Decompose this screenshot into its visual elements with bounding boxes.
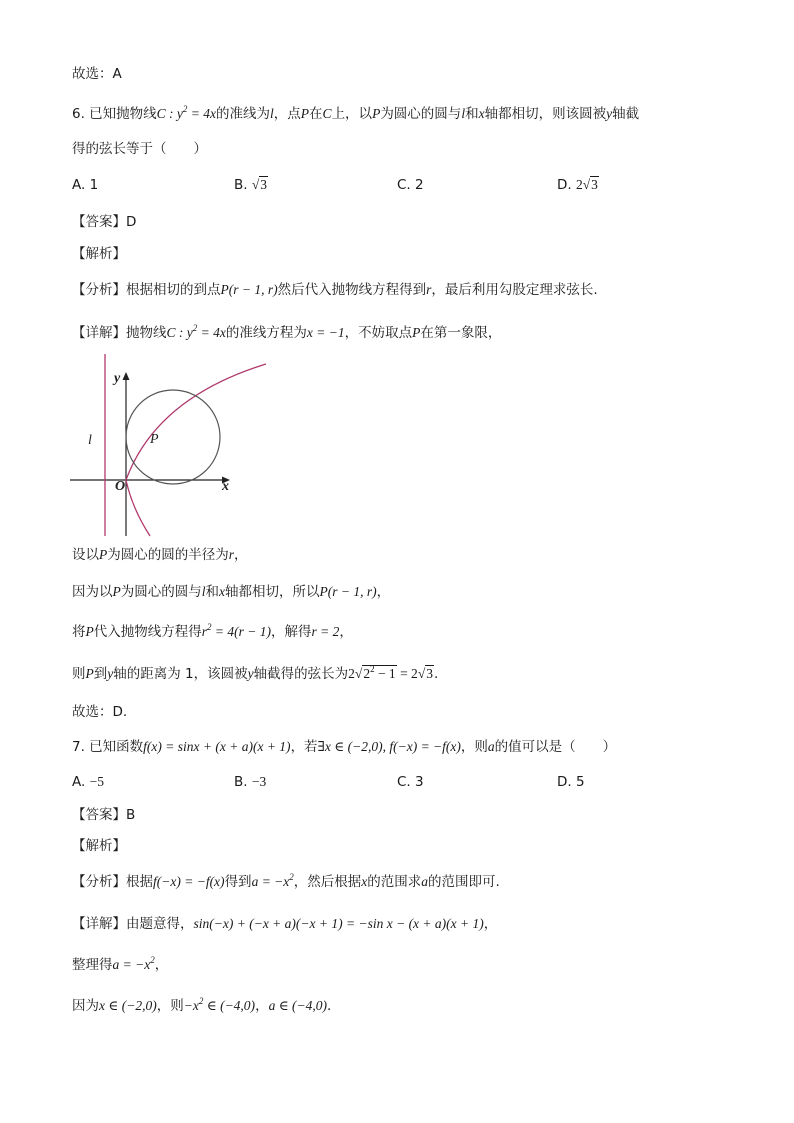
text: 的范围即可. [428, 874, 500, 890]
text: 将 [72, 624, 86, 640]
text: A. 1 [72, 177, 99, 193]
detail-6 [72, 323, 501, 343]
math: a = −x [112, 957, 151, 972]
text: ，然后根据 [293, 874, 362, 890]
math: 2 [289, 872, 294, 882]
math: −3 [251, 774, 267, 789]
text: 轴截得的弦长为 [253, 666, 349, 682]
text: ， [154, 957, 169, 973]
math: ∈ (−4,0) [203, 998, 256, 1013]
analysis-6-heading [72, 244, 126, 264]
text: ，则 [156, 998, 184, 1014]
detail-7 [72, 914, 497, 934]
text: 得的弦长等于（ ） [72, 141, 207, 157]
text: . [433, 666, 439, 682]
text: 得到 [224, 874, 252, 890]
math: C : y [166, 325, 193, 340]
text: 到 [93, 666, 108, 682]
math: 2 [575, 177, 583, 192]
text: D. [557, 177, 572, 193]
text: 和 [205, 584, 220, 600]
text: C. 2 [397, 177, 424, 193]
analysis-7-heading [72, 836, 126, 856]
text: 【分析】根据相切的到点 [72, 282, 221, 298]
math: y [606, 106, 613, 121]
math: P [99, 547, 108, 562]
text: ， [483, 916, 498, 932]
text: 轴都相切，所以 [225, 584, 320, 600]
text: 【分析】根据 [72, 874, 153, 890]
math: −5 [89, 774, 104, 789]
math: 2 [192, 323, 198, 333]
text: 上，以 [331, 106, 373, 122]
text: 在 [309, 106, 323, 122]
analysis-6 [72, 280, 598, 300]
math: x = −1 [306, 325, 345, 340]
math: 3 [260, 177, 268, 192]
text: 和 [465, 106, 479, 122]
text: D. 5 [557, 774, 585, 790]
math: l [270, 106, 274, 121]
text: ， [339, 624, 353, 640]
math: f(x) = sinx + (x + a)(x + 1) [143, 739, 291, 754]
l-label: l [88, 433, 92, 448]
text: 轴都相切，则该圆被 [484, 106, 607, 122]
text: 轴截 [612, 106, 640, 122]
text: ，不妨取点 [344, 325, 413, 341]
text: 故选：D. [72, 704, 128, 720]
question-6-cont [72, 139, 207, 159]
answer-6 [72, 212, 136, 232]
math: x ∈ (−2,0) [99, 998, 157, 1013]
text: 的准线方程为 [225, 325, 307, 341]
math: 2 [182, 104, 188, 114]
text: 则 [72, 666, 86, 682]
step-4: 则P到y轴的距离为 1，该圆被y轴截得的弦长为$2√2^2 - 1 = 2√3$. [72, 664, 439, 682]
text: ， [234, 547, 248, 563]
math: = 4x [187, 106, 217, 121]
P-label: P [150, 432, 159, 447]
text: 的值可以是（ ） [494, 739, 617, 755]
math: 2 [348, 666, 355, 681]
math: r = 2 [311, 624, 340, 639]
text: 为圆心的圆的半径为 [107, 547, 229, 563]
y-label: y [114, 371, 121, 386]
math: y [247, 666, 254, 681]
y-axis-arrow [123, 372, 130, 380]
text: . [327, 998, 332, 1014]
math: P [85, 666, 94, 681]
parabola-circle-figure [66, 350, 276, 540]
math: P [85, 624, 94, 639]
text: 故选：A [72, 66, 122, 82]
text: ， [255, 998, 269, 1014]
option-c [397, 175, 424, 195]
option-a [72, 772, 104, 792]
text: 的范围求 [367, 874, 422, 890]
option-c [397, 772, 424, 792]
text: 7. 已知函数 [72, 739, 144, 755]
math: x [361, 874, 368, 889]
math: 2 [370, 664, 375, 674]
math: = 4x [197, 325, 226, 340]
option-b: B. √3 [234, 177, 268, 193]
math: P [372, 106, 381, 121]
text: ，解得 [270, 624, 312, 640]
math: a = −x [251, 874, 290, 889]
math: P [412, 325, 421, 340]
math: = 4(r − 1) [211, 624, 271, 639]
text: 在第一象限， [420, 325, 502, 341]
step-2 [72, 582, 390, 602]
question-6 [72, 104, 639, 124]
math: f(−x) = −f(x) [153, 874, 225, 889]
math: P [300, 106, 310, 121]
text: 【详解】由题意得， [72, 916, 194, 932]
text: 代入抛物线方程得 [93, 624, 202, 640]
math: y [107, 666, 114, 681]
text: 的准线为 [216, 106, 271, 122]
text: 6. 已知抛物线 [72, 106, 157, 122]
math: a ∈ (−4,0) [268, 998, 328, 1013]
math: 2 [198, 996, 204, 1006]
math: C : y [156, 106, 183, 121]
text: ，点 [273, 106, 301, 122]
question-7 [72, 737, 616, 757]
text: 因为以 [72, 584, 113, 600]
text: 轴的距离为 1，该圆被 [113, 666, 248, 682]
math: 2 [363, 666, 371, 681]
math: P(r − 1, r) [319, 584, 377, 599]
O-label: O [115, 479, 126, 494]
math: a [421, 874, 429, 889]
text: 整理得 [72, 957, 113, 973]
text: 【详解】抛物线 [72, 325, 167, 341]
math: ∃x ∈ (−2,0), f(−x) = −f(x) [317, 739, 461, 754]
math: sin(−x) + (−x + a)(−x + 1) = −sin x − (x + a)(x + 1) [193, 916, 484, 931]
math: a [487, 739, 495, 754]
tangent-circle [126, 390, 220, 484]
math: r [228, 547, 235, 562]
math: x [219, 584, 226, 599]
simplify-7 [72, 955, 168, 975]
text: 【解析】 [72, 246, 126, 262]
math: P [112, 584, 121, 599]
text: ，若 [290, 739, 318, 755]
math: 3 [426, 666, 433, 681]
analysis-7 [72, 872, 500, 892]
math: r [426, 282, 432, 297]
math: r [201, 624, 208, 639]
text: 设以 [72, 547, 99, 563]
text: 【解析】 [72, 838, 126, 854]
text: 为圆心的圆与 [120, 584, 202, 600]
math: C [322, 106, 332, 121]
text: 为圆心的圆与 [380, 106, 462, 122]
text: A. [72, 774, 86, 790]
step-1 [72, 545, 248, 565]
math: = 2 [396, 666, 418, 681]
parabola-curve [126, 364, 266, 536]
text: ， [376, 584, 391, 600]
option-d: D. 2√3 [557, 177, 598, 193]
option-d [557, 772, 585, 792]
math: 2 [150, 955, 155, 965]
text: 【答案】B [72, 807, 136, 823]
math: − 1 [374, 666, 396, 681]
text: B. [234, 774, 248, 790]
text: 因为 [72, 998, 99, 1014]
math: l [461, 106, 466, 121]
text: 【答案】D [72, 214, 137, 230]
answer-7 [72, 805, 135, 825]
text: C. 3 [397, 774, 424, 790]
math: 3 [591, 177, 598, 192]
step-3 [72, 622, 353, 642]
math: 2 [207, 622, 212, 632]
math: P(r − 1, r) [220, 282, 278, 297]
conclusion-6 [72, 702, 127, 722]
answer-line-prev [72, 64, 122, 84]
range-7 [72, 996, 331, 1016]
math: −x [183, 998, 199, 1013]
option-b [234, 772, 266, 792]
text: 然后代入抛物线方程得到 [277, 282, 427, 298]
text: B. [234, 177, 248, 193]
x-label: x [222, 479, 229, 494]
math: l [201, 584, 206, 599]
text: ，则 [460, 739, 488, 755]
text: ，最后利用勾股定理求弦长. [431, 282, 598, 298]
option-a [72, 175, 98, 195]
math: x [478, 106, 485, 121]
